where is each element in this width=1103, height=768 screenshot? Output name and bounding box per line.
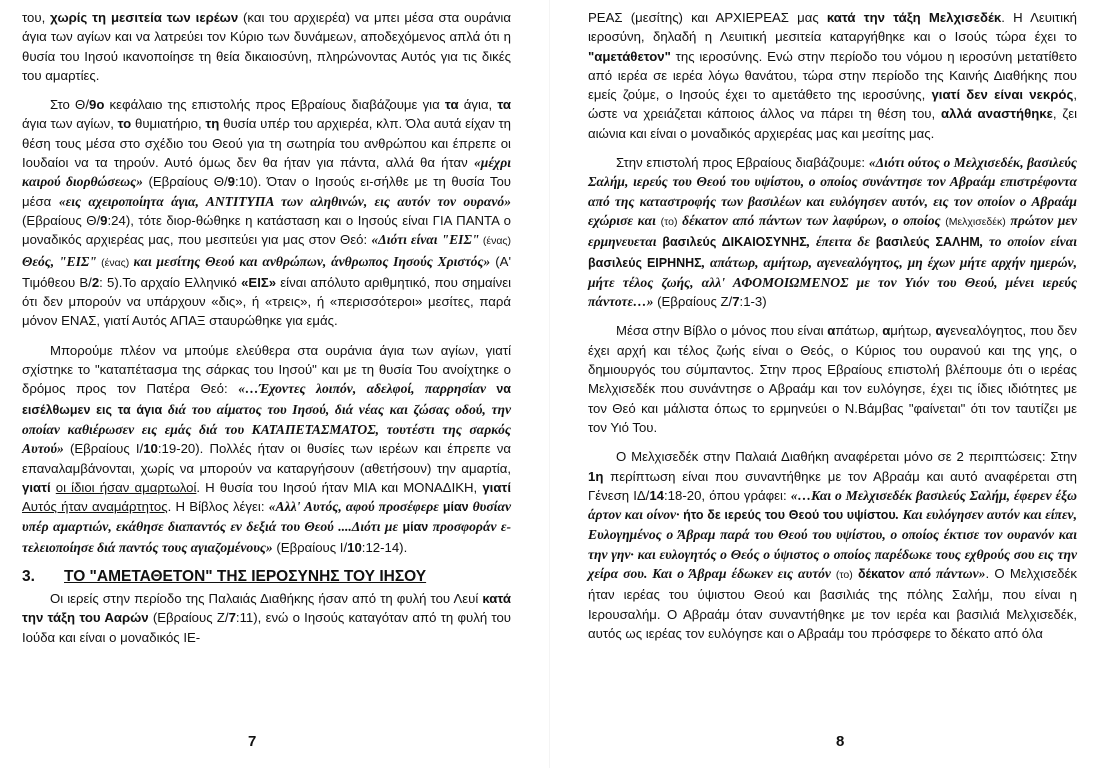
paragraph-3: Μπορούμε πλέον να μπούμε ελεύθερα στα ουράνια άγια των αγίων, γιατί σχίστηκε το "καταπέτασμα της σάρκας του Ιησού" και με τη θυσία Του ανοίχτηκε ο δρόμος προς τον Πατέρα Θεό: «…Έχοντες λοιπόν, αδελφοί, παρρησίαν να εισέλθωμεν εις τα άγια διά του αίματος του Ιησού, διά νέας και ζώσας οδού, την οποίαν καθιέρωσεν εις εμάς διά του ΚΑΤΑΠΕΤΑΣΜΑΤΟΣ, τουτέστι της σαρκός Αυτού» (Εβραίους Ι/10:19-20). Πολλές ήταν οι θυσίες των ιερέων και έπρεπε να επαναλαμβάνονται, χωρίς να μπορούν να καταργήσουν (αθετήσουν) την αμαρτία, γιατί οι ίδιοι ήσαν αμαρτωλοί. Η θυσία του Ιησού ήταν ΜΙΑ και ΜΟΝΑΔΙΚΗ, γιατί Αυτός ήταν αναμάρτητος. Η Βίβλος λέγει: «Αλλ' Αυτός, αφού προσέφερε μίαν θυσίαν υπέρ αμαρτιών, εκάθησε διαπαντός εν δεξιά του Θεού ....Διότι με μίαν προσφοράν ε-τελειοποίησε διά παντός τους αγιαζομένους» (Εβραίους Ι/10:12-14). — [22, 342, 511, 555]
paragraph-4: Οι ιερείς στην περίοδο της Παλαιάς Διαθήκης ήσαν από τη φυλή του Λευί κατά την τάξη του Ααρών (Εβραίους Ζ/7:11), ενώ ο Ιησούς καταγόταν από τη φυλή του Ιούδα και είναι ο μοναδικός ΙΕ- — [22, 591, 511, 645]
paragraph-1: του, χωρίς τη μεσιτεία των ιερέων (και του αρχιερέα) να μπει μέσα στα ουράνια άγια των αγίων και να λατρεύει τον Κύριο των δυνάμεων, αποδεχόμενος απλά ότι η θυσία του Ιησού ικανοποίησε τη θεία δικαιοσύνη, πληρώνοντας Αυτός για τις δικές του αμαρτίες. — [22, 10, 511, 83]
section-heading — [22, 567, 511, 587]
page-number: 8 — [836, 733, 845, 750]
left-page — [0, 0, 545, 768]
paragraph-3: Μέσα στην Βίβλο ο μόνος που είναι απάτωρ, αμήτωρ, αγενεαλόγητος, που δεν έχει αρχή και τέλος ζωής είναι ο Θεός, ο Κύριος του ουρανού και της γης, ο δημιουργός του σύμπαντος. Στην προς Εβραίους επιστολή βλέπουμε ότι ο ιερέας Μελχισεδέκ που συνάντησε ο Αβραάμ και τον ευλόγησε, έχει τις ίδιες ιδιότητες με τον Θεό και μάλιστα όπως το ερμηνεύει ο Ν.Βάμβας "φαίνεται" ότι τον ταυτίζει με τον Υιό Του. — [588, 323, 1077, 435]
right-page — [560, 0, 1103, 768]
section-number: 3. — [22, 568, 35, 586]
paragraph-4: Ο Μελχισεδέκ στην Παλαιά Διαθήκη αναφέρεται μόνο σε 2 περιπτώσεις: Στην 1η περίπτωση είναι που συναντήθηκε με τον Αβραάμ και αυτό αναφέρεται στη Γένεση ΙΔ/14:18-20, όπου γράφει: «…Και ο Μελχισεδέκ βασιλεύς Σαλήμ, έφερεν έξω άρτον και οίνον· ήτο δε ιερεύς του Θεού του υψίστου. Και ευλόγησεν αυτόν και είπεν, Ευλογημένος ο Άβραμ παρά του Θεού του υψίστου, ο οποίος έκτισε τον ουρανόν και την γην· και ευλογητός ο Θεός ο ύψιστος ο οποίος παρέδωκε τους εχθρούς σου εις την χείρα σου. Και ο Άβραμ έδωκεν εις αυτόν (το) δέκατον από πάντων». Ο Μελχισεδέκ ήταν ιερέας του ύψιστου Θεού και βασιλιάς της πόλης Σαλήμ, που είναι η Ιερουσαλήμ. Ο Αβραάμ όταν συναντήθηκε με τον ιερέα και βασιλιά Μελχισεδέκ, αυτός ως ιερέας τον ευλόγησε και ο Αβραάμ του πρόσφερε το δέκατο από όλα — [588, 449, 1077, 641]
section-title: ΤΟ "ΑΜΕΤΑΘΕΤΟΝ" ΤΗΣ ΙΕΡΟΣΥΝΗΣ ΤΟΥ ΙΗΣΟΥ — [64, 568, 427, 586]
page-number: 7 — [248, 733, 257, 750]
page-gutter — [549, 0, 550, 768]
paragraph-2: Στο Θ/9ο κεφάλαιο της επιστολής προς Εβραίους διαβάζουμε για τα άγια, τα άγια των αγίων, το θυμιατήριο, τη θυσία υπέρ του αρχιερέα, κλπ. Όλα αυτά είχαν τη θέση τους μέσα στο σχέδιο του Θεού για τη σωτηρία του ανθρώπου και έπρεπε οι Ιουδαίοι να τα τηρούν. Αυτό όμως δεν θα ήταν για πάντα, αλλά θα ήταν «μέχρι καιρού διορθώσεως» (Εβραίους Θ/9:10). Όταν ο Ιησούς ει-σήλθε με τη θυσία Του μέσα «εις αχειροποίητα άγια, ΑΝΤΙΤΥΠΑ των αληθινών, εις αυτόν τον ουρανό» (Εβραίους Θ/9:24), τότε διορ-θώθηκε η κατάσταση και ο Ιησούς είναι ΓΙΑ ΠΑΝΤΑ ο μοναδικός αρχιερέας μας, που μεσιτεύει για μας στον Θεό: «Διότι είναι "ΕΙΣ" (ένας) Θεός, "ΕΙΣ" (ένας) και μεσίτης Θεού και ανθρώπων, άνθρωπος Ιησούς Χριστός» (Α' Τιμόθεου Β/2: 5).Το αρχαίο Ελληνικό «ΕΙΣ» είναι απόλυτο αριθμητικό, που σημαίνει ότι δεν μπορούν να υπάρχουν «δις», ή «τρεις», ή «περισσότεροι» μεσίτες, παρά μόνον ΕΝΑΣ, γιατί Αυτός ΑΠΑΞ σταυρώθηκε για εμάς. — [22, 97, 512, 329]
paragraph-1: ΡΕΑΣ (μεσίτης) και ΑΡΧΙΕΡΕΑΣ μας κατά την τάξη Μελχισεδέκ. Η Λευιτική ιεροσύνη, δηλαδή η Λευιτική μεσιτεία καταργήθηκε και ο Ισούς τώρα έχει το "αμετάθετον" της ιεροσύνης. Ενώ στην περίοδο του νόμου η ιεροσύνη μετατίθετο από ιερέα σε ιερέα λόγω θανάτου, τώρα στην περίοδο της Καινής Διαθήκης που εμείς ζούμε, ο Ιησούς έχει το αμετάθετο της ιεροσύνης, γιατί δεν είναι νεκρός, ώστε να χρειάζεται κάποιος άλλος να πάρει τη θέση του, αλλά αναστήθηκε, ζει αιώνια και είναι ο μοναδικός αρχιερέας μας και μεσίτης μας. — [588, 10, 1078, 141]
paragraph-2: Στην επιστολή προς Εβραίους διαβάζουμε: «Διότι ούτος ο Μελχισεδέκ, βασιλεύς Σαλήμ, ιερεύς του Θεού του υψίστου, ο οποίος συνάντησε τον Αβραάμ επιστρέφοντα από της καταστροφής των βασιλέων και ευλόγησεν αυτόν, εις τον οποίον ο Αβραάμ εχώρισε και (το) δέκατον από πάντων των λαφύρων, ο οποίος (Μελχισεδέκ) πρώτον μεν ερμηνευεται βασιλεύς ΔΙΚΑΙΟΣΥΝΗΣ, έπειτα δε βασιλεύς ΣΑΛΗΜ, το οποίον είναι βασιλεύς ΕΙΡΗΝΗΣ, απάτωρ, αμήτωρ, αγενεαλόγητος, μη έχων μήτε αρχήν ημερών, μήτε τέλος ζωής, αλλ' ΑΦΟΜΟΙΩΜΕΝΟΣ με τον Υιόν του Θεού, μένει ιερεύς πάντοτε…» (Εβραίους Ζ/7:1-3) — [588, 155, 1078, 310]
